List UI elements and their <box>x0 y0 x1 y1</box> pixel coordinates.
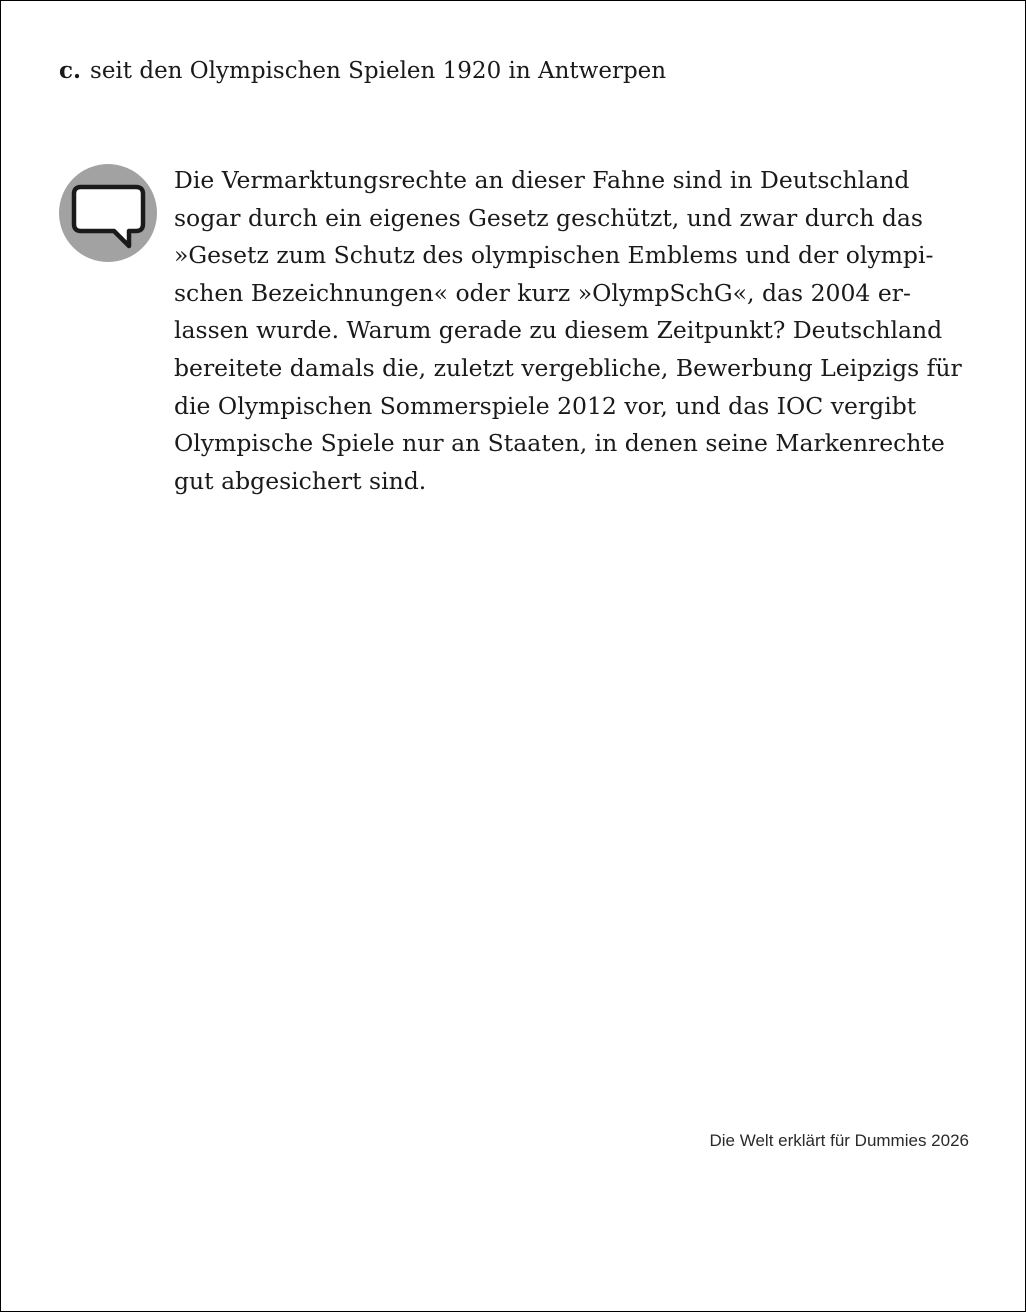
note-line: schen Bezeichnungen« oder kurz »OlympSchG«, das 2004 er- <box>174 278 911 307</box>
note-paragraph <box>174 162 974 500</box>
speech-bubble-icon <box>59 164 157 262</box>
note-line: sogar durch ein eigenes Gesetz geschützt, und zwar durch das <box>174 203 923 232</box>
answer-text: seit den Olympischen Spielen 1920 in Antwerpen <box>90 58 667 84</box>
note-line: die Olympischen Sommerspiele 2012 vor, und das IOC vergibt <box>174 391 917 420</box>
answer-option <box>59 57 666 84</box>
note-line: Die Vermarktungsrechte an dieser Fahne sind in Deutschland <box>174 166 910 194</box>
note-line: »Gesetz zum Schutz des olympischen Emblems und der olympi- <box>174 241 934 270</box>
note-line: lassen wurde. Warum gerade zu diesem Zeitpunkt? Deutschland <box>174 316 943 345</box>
note-line: gut abgesichert sind. <box>174 466 427 495</box>
footer-title: Die Welt erklärt für Dummies 2026 <box>709 1131 969 1150</box>
note-line: bereitete damals die, zuletzt vergebliche, Bewerbung Leipzigs für <box>174 353 962 382</box>
answer-letter: c. <box>59 57 82 84</box>
note-line: Olympische Spiele nur an Staaten, in denen seine Markenrechte <box>174 429 945 458</box>
